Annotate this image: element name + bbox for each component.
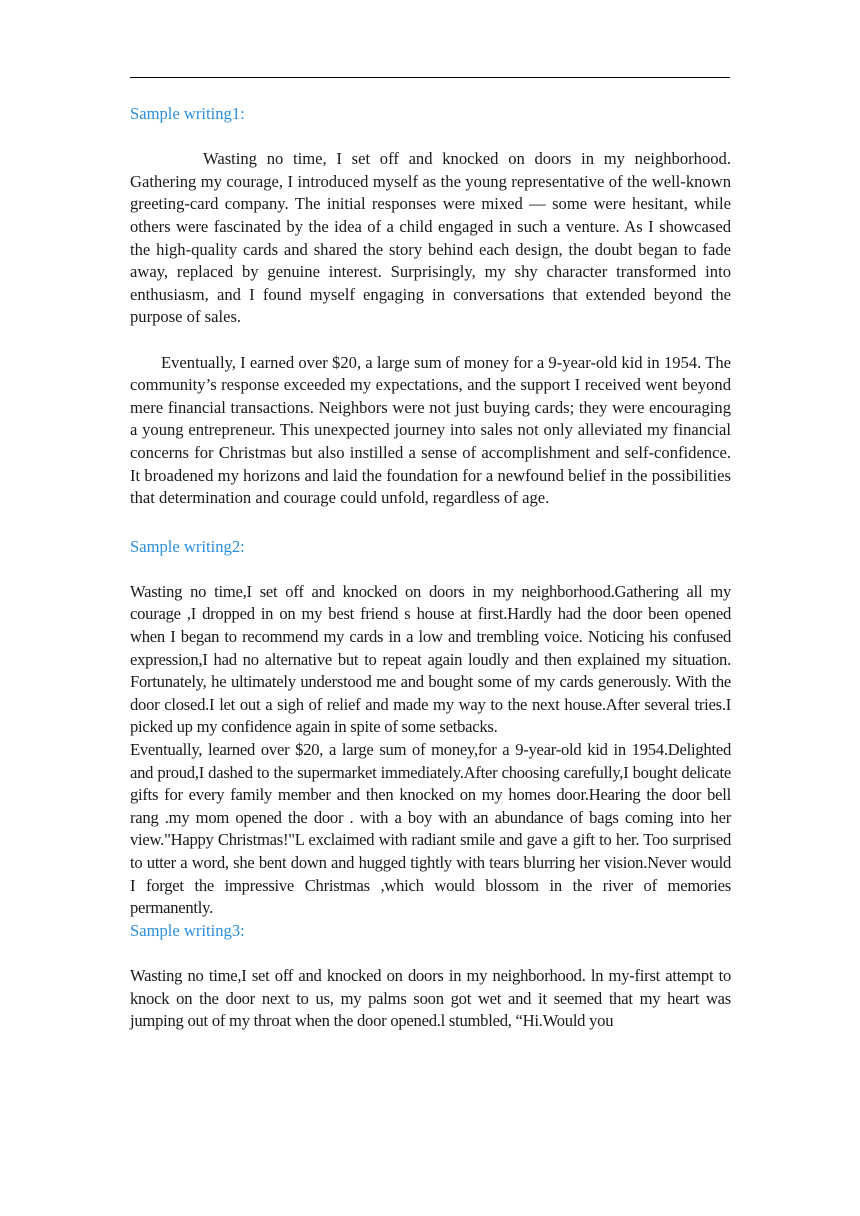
section-heading-3: Sample writing3: [130,920,245,940]
section-heading-1: Sample writing1: [130,104,245,123]
document-body [130,103,731,1033]
sample1-paragraph-2: Eventually, I earned over $20, a large sum of money for a 9-year-old kid in 1954. The community’s response exceeded my expectations, and the support I received went beyond mere financial transactions. Neighbors were not just buying cards; they were encouraging a young entrepreneur. This unexpected journey into sales not only alleviated my financial concerns for Christmas but also instilled a sense of accomplishment and self-confidence. It broadened my horizons and laid the foundation for a newfound belief in the possibilities that determination and courage could unfold, regardless of age. [130,352,731,508]
section-heading-2: Sample writing2: [130,536,245,556]
sample2-paragraph-1: Wasting no time,I set off and knocked on doors in my neighborhood.Gathering all my courage ,I dropped in on my best friend s house at first.Hardly had the door been opened when I began to recommend my cards in a low and trembling voice. Noticing his confused expression,I had no alternative but to repeat again loudly and then explained my situation. Fortunately, he ultimately understood me and bought some of my cards generously. With the door closed.I let out a sigh of relief and made my way to the next house.After several tries.I picked up my confidence again in spite of some setbacks. [130,581,731,737]
sample3-paragraph-1: Wasting no time,I set off and knocked on doors in my neighborhood. ln my-first attempt to knock on the door next to us, my palms soon got wet and it seemed that my heart was jumping out of my throat when the door opened.l stumbled, “Hi.Would you [130,965,731,1031]
sample2-paragraph-2: Eventually, learned over $20, a large sum of money,for a 9-year-old kid in 1954.Delighted and proud,I dashed to the supermarket immediately.After choosing carefully,I bought delicate gifts for every family member and then knocked on my homes door.Hearing the door bell rang .my mom opened the door . with a boy with an abundance of bags coming into her view."Happy Christmas!"L exclaimed with radiant smile and gave a gift to her. Too surprised to utter a word, she bent down and hugged tightly with tears blurring her vision.Never would I forget the impressive Christmas ,which would blossom in the river of memories permanently. [130,740,731,918]
sample1-paragraph-1: Wasting no time, I set off and knocked on doors in my neighborhood. Gathering my courage, I introduced myself as the young representative of the well-known greeting-card company. The initial responses were mixed — some were hesitant, while others were fascinated by the idea of a child engaged in such a venture. As I showcased the high-quality cards and shared the story behind each design, the doubt began to fade away, replaced by genuine interest. Surprisingly, my shy character transformed into enthusiasm, and I found myself engaging in conversations that extended beyond the purpose of sales. [130,149,731,327]
header-rule [130,77,730,78]
